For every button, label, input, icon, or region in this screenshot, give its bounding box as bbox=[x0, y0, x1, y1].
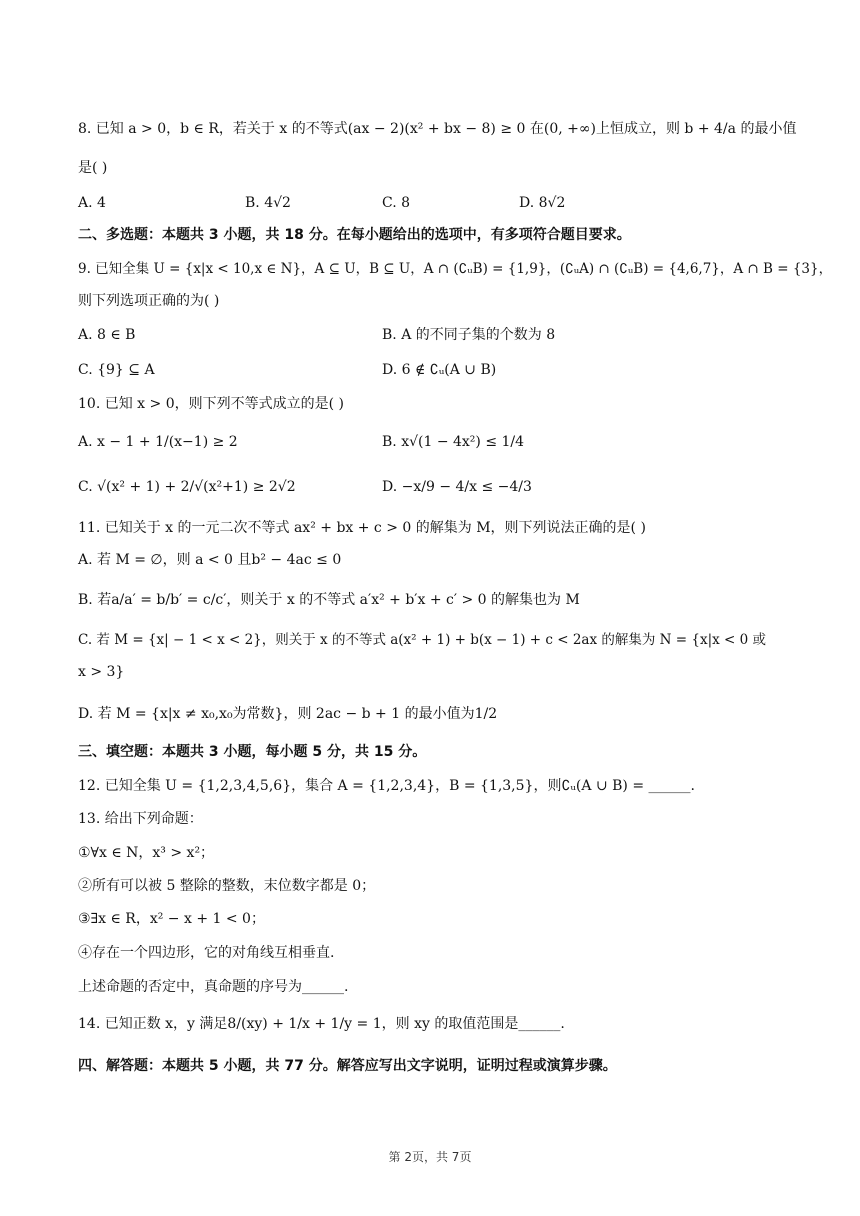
q8-option-c: C. 8 bbox=[382, 195, 411, 211]
q10-option-b: B. x√(1 − 4x²) ≤ 1/4 bbox=[382, 434, 525, 450]
q10-option-c: C. √(x² + 1) + 2/√(x²+1) ≥ 2√2 bbox=[78, 479, 296, 495]
q9-stem-line1: 9. 已知全集 U = {x|x < 10,x ∈ N}，A ⊆ U，B ⊆ U，A ∩ (∁ᵤB) = {1,9}，(∁ᵤA) ∩ (∁ᵤB) = {4,6,7}，A ∩ B = {3}， bbox=[78, 261, 833, 277]
page-number: 第 2页，共 7页 bbox=[388, 1150, 472, 1164]
q10-stem: 10. 已知 x > 0，则下列不等式成立的是( ) bbox=[78, 396, 344, 412]
q9-option-b: B. A 的不同子集的个数为 8 bbox=[382, 327, 556, 343]
q8-option-d: D. 8√2 bbox=[519, 195, 566, 211]
q13-item-2: ②所有可以被 5 整除的整数，末位数字都是 0； bbox=[78, 878, 376, 894]
q11-option-d: D. 若 M = {x|x ≠ x₀,x₀为常数}，则 2ac − b + 1 的最小值为1/2 bbox=[78, 706, 498, 722]
q13-question: 上述命题的否定中，真命题的序号为______. bbox=[78, 979, 349, 995]
q10-option-a: A. x − 1 + 1/(x−1) ≥ 2 bbox=[78, 434, 238, 450]
q14-stem: 14. 已知正数 x，y 满足8/(xy) + 1/x + 1/y = 1，则 xy 的取值范围是______. bbox=[78, 1016, 565, 1032]
q8-option-b: B. 4√2 bbox=[245, 195, 291, 211]
q13-item-3: ③∃x ∈ R，x² − x + 1 < 0； bbox=[78, 911, 265, 927]
q9-option-c: C. {9} ⊆ A bbox=[78, 362, 155, 378]
q13-stem: 13. 给出下列命题： bbox=[78, 811, 203, 827]
q13-item-4: ④存在一个四边形，它的对角线互相垂直. bbox=[78, 945, 335, 961]
q8-stem-line2: 是( ) bbox=[78, 160, 108, 176]
q11-option-c-line1: C. 若 M = {x| − 1 < x < 2}，则关于 x 的不等式 a(x² + 1) + b(x − 1) + c < 2ax 的解集为 N = {x|x < 0 或 bbox=[78, 632, 767, 648]
q8-stem-line1: 8. 已知 a > 0，b ∈ R，若关于 x 的不等式(ax − 2)(x² + bx − 8) ≥ 0 在(0, +∞)上恒成立，则 b + 4/a 的最小值 bbox=[78, 121, 797, 137]
q9-option-d: D. 6 ∉ ∁ᵤ(A ∪ B) bbox=[382, 362, 497, 378]
section-heading-multi-choice: 二、多选题：本题共 3 小题，共 18 分。在每小题给出的选项中，有多项符合题目要求。 bbox=[78, 227, 631, 243]
section-heading-solutions: 四、解答题：本题共 5 小题，共 77 分。解答应写出文字说明，证明过程或演算步骤。 bbox=[78, 1058, 617, 1074]
q9-option-a: A. 8 ∈ B bbox=[78, 327, 136, 343]
q8-option-a: A. 4 bbox=[78, 195, 106, 211]
q10-option-d: D. −x/9 − 4/x ≤ −4/3 bbox=[382, 479, 532, 495]
q11-option-b: B. 若a/a′ = b/b′ = c/c′，则关于 x 的不等式 a′x² + b′x + c′ > 0 的解集也为 M bbox=[78, 592, 580, 608]
q11-option-c-line2: x > 3} bbox=[78, 664, 125, 680]
q12-stem: 12. 已知全集 U = {1,2,3,4,5,6}，集合 A = {1,2,3,4}，B = {1,3,5}，则∁ᵤ(A ∪ B) = ______. bbox=[78, 778, 695, 794]
q11-stem: 11. 已知关于 x 的一元二次不等式 ax² + bx + c > 0 的解集为 M，则下列说法正确的是( ) bbox=[78, 520, 646, 536]
q13-item-1: ①∀x ∈ N，x³ > x²； bbox=[78, 845, 215, 861]
q9-stem-line2: 则下列选项正确的为( ) bbox=[78, 293, 220, 309]
q11-option-a: A. 若 M = ∅，则 a < 0 且b² − 4ac ≤ 0 bbox=[78, 552, 342, 568]
section-heading-fill-in: 三、填空题：本题共 3 小题，每小题 5 分，共 15 分。 bbox=[78, 744, 427, 760]
